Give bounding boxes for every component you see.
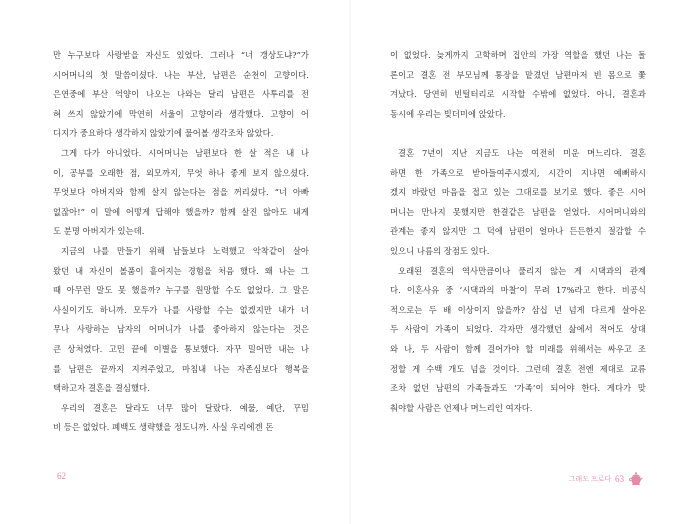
left-body-text [53, 46, 309, 438]
text-line: 우리의 결혼은 달라도 너무 많이 달랐다. 예물, 예단, 꾸밈 [61, 402, 309, 413]
text-line: 큰 상처였다. 고민 끝에 이별을 통보했다. 자꾸 밀어만 내는 나 [53, 343, 309, 354]
text-line: 겠지 바랐던 마음을 접고 있는 그대로를 보기로 했다. 좋은 시어 [390, 187, 646, 198]
left-paragraph [53, 144, 309, 242]
text-line: 무엇보다 아버지와 함께 살지 않는다는 점을 꺼리셨다. “너 아빠 [53, 187, 309, 198]
running-title: 그래도 프로다 [568, 475, 611, 483]
text-line: 이, 공부를 오래한 점, 외모까지, 무엇 하나 좋게 보지 않으셨다. [53, 167, 309, 178]
left-paragraph [53, 399, 309, 438]
text-line: 왔던 내 자신이 볼품이 흩어지는 경험을 처음 했다. 왜 나는 그 [53, 265, 309, 276]
text-line: 다. 이혼사유 중 ‘시댁과의 마찰’이 무려 17%라고 한다. 비공식 [390, 285, 646, 296]
text-line: 와 나, 두 사람이 함께 걸어가야 할 미래를 위해서는 싸우고 조 [390, 343, 646, 354]
left-paragraph [53, 242, 309, 399]
text-line: 이 없었다. 늦게까지 고학하며 집안의 가장 역할을 했던 나는 돌 [390, 50, 646, 60]
text-line: 하면 한 가족으로 받아들여주시겠지, 시간이 지나면 예뻐하시 [390, 167, 646, 178]
teapot-icon [628, 471, 644, 487]
right-body-text [390, 46, 646, 418]
right-page-number: 63 [615, 474, 624, 484]
text-line: 만 누구보다 사랑받을 자신도 있었다. 그러나 “너 갱상도냐?”가 [53, 50, 309, 60]
right-paragraph [390, 262, 646, 419]
right-paragraph [390, 144, 646, 262]
text-line: 지금의 나를 만들기 위해 남들보다 노력했고 악착같이 살아 [61, 245, 309, 256]
right-footer [569, 471, 644, 487]
text-line: 택하고자 결혼을 결심했다. [53, 383, 150, 394]
text-line: 혀 쓰지 않았기에 막연히 서울이 고향이라 생각했다. 고향이 어 [53, 108, 309, 119]
text-line: 은연중에 부산 억양이 나오는 나와는 달리 남편은 사투리를 전 [53, 89, 309, 100]
text-line: 결혼 7년이 지난 지금도 나는 여전히 미운 며느리다. 결혼 [398, 147, 646, 158]
text-line: 비 등은 없었다. 폐백도 생략했을 정도니까. 사실 우리에겐 돈 [53, 422, 274, 433]
left-paragraph [53, 46, 309, 144]
text-line: 도 분명 아버지가 있는데. [53, 226, 145, 237]
text-line: 춰야할 사람은 언제나 며느리인 여자다. [390, 402, 533, 413]
text-line: 두 사람이 가족이 되었다. 각자만 생각했던 삶에서 적어도 상대 [390, 324, 646, 335]
text-line: 겨났다. 당연히 빈털터리로 시작할 수밖에 없었다. 아니, 결혼과 [390, 89, 646, 100]
text-line: 정할 게 수백 개도 넘을 것이다. 그런데 결혼 전엔 제대로 교류 [390, 363, 646, 374]
text-line: 론이고 결혼 전 부모님께 통장을 맡겼던 남편마저 빈 몸으로 쫓 [390, 69, 646, 80]
text-line: 그게 다가 아니었다. 시어머니는 남편보다 한 살 적은 내 나 [61, 147, 309, 158]
text-line: 때 아무런 말도 못 했을까? 누구를 원망할 수도 없었다. 그 말은 [53, 285, 309, 296]
text-line: 관계는 좋지 않지만 그 덕에 남편이 얼마나 든든한지 절감할 수 [390, 226, 646, 237]
paragraph-spacer [390, 124, 646, 144]
text-line: 적으로는 두 배 이상이지 않을까? 삼십 년 넘게 다르게 살아온 [390, 304, 646, 315]
text-line: 있으니 나름의 장점도 있다. [390, 245, 490, 256]
text-line: 사실이기도 하니까. 모두가 나를 사랑할 수는 없겠지만 내가 너 [53, 304, 309, 315]
text-line: 조차 없던 남편의 가족들과도 ‘가족’이 되어야 한다. 게다가 맞 [390, 383, 646, 394]
right-page [350, 0, 700, 524]
text-line: 오래된 결혼의 역사만큼이나 풀리지 않는 게 시댁과의 관계 [398, 265, 646, 276]
text-line: 머니는 만나지 못했지만 한결같은 남편을 얻었다. 시어머니와의 [390, 206, 646, 217]
text-line: 동시에 우리는 빚더미에 앉았다. [390, 108, 506, 119]
text-line: 디지가 중요하다 생각하지 않았기에 물어볼 생각조차 않았다. [53, 128, 274, 139]
text-line: 시어머니의 첫 말씀이셨다. 나는 부산, 남편은 순천이 고향이다. [53, 69, 309, 80]
text-line: 를 남편은 끝까지 지켜주었고, 마침내 나는 자존심보다 행복을 [53, 363, 309, 374]
text-line: 무나 사랑하는 남자의 어머니가 나를 좋아하지 않는다는 것은 [53, 324, 309, 335]
text-line: 없잖아!” 이 말에 어떻게 답해야 했을까? 함께 살진 않아도 내게 [53, 206, 309, 217]
left-page-number: 62 [57, 471, 66, 481]
right-paragraph [390, 46, 646, 124]
